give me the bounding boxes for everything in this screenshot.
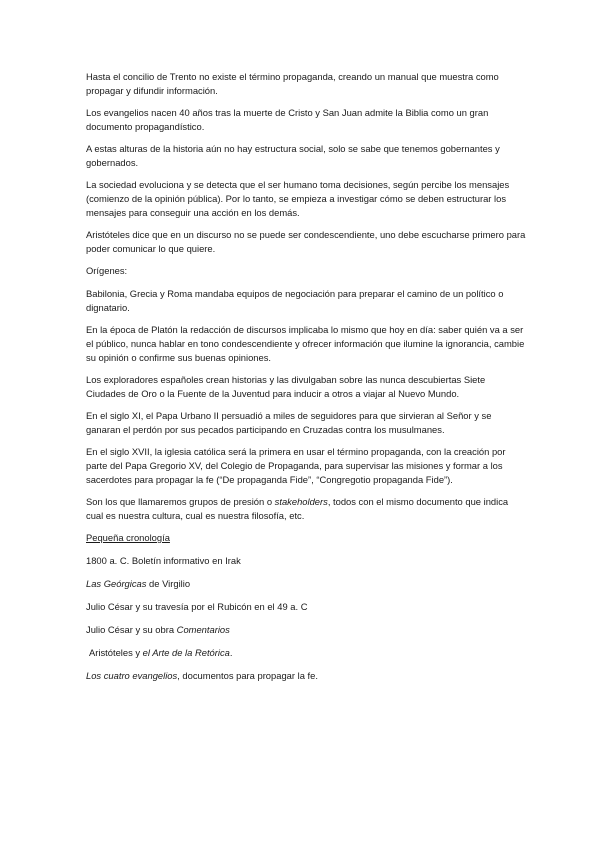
stakeholders-text-after: , todos con el mismo documento que indica cual es nuestra cultura, cual es nuestra filosofía, etc. bbox=[86, 496, 509, 521]
georgicas-title: Las Geórgicas bbox=[86, 578, 147, 589]
document-page bbox=[86, 70, 526, 692]
evangelios-title: Los cuatro evangelios bbox=[86, 670, 178, 681]
chronology-item-irak: 1800 a. C. Boletín informativo en Irak bbox=[86, 555, 241, 566]
retorica-end: . bbox=[229, 647, 233, 658]
paragraph-siglo-xi: En el siglo XI, el Papa Urbano II persuadió a miles de seguidores para que sirvieran al Señor y se ganaran el perdón por sus pecados participando en Cruzadas contra los musulmanes. bbox=[86, 410, 492, 435]
chronology-item-rubicon: Julio César y su travesía por el Rubicón en el 49 a. C bbox=[86, 601, 308, 612]
chronology-item-retorica bbox=[86, 646, 526, 660]
retorica-title: el Arte de la Retórica bbox=[142, 647, 230, 658]
paragraph-exploradores: Los exploradores españoles crean historias y las divulgaban sobre las nunca descubiertas Siete Ciudades de Oro o la Fuente de la Juventud para inducir a otros a viajar al Nuevo Mundo. bbox=[86, 374, 486, 399]
georgicas-rest: de Virgilio bbox=[146, 578, 191, 589]
comentarios-rest: Julio César y su obra bbox=[86, 624, 177, 635]
paragraph-platon: En la época de Platón la redacción de discursos implicaba lo mismo que hoy en día: saber quién va a ser el público, nunca hablar en tono condescendiente y ofrecer información que ilumine la ignorancia, cambie su opinión o confirme sus buenas opiniones. bbox=[86, 324, 525, 363]
paragraph-babilonia: Babilonia, Grecia y Roma mandaba equipos de negociación para preparar el camino de un político o dignatario. bbox=[86, 288, 504, 313]
chronology-item-comentarios bbox=[86, 623, 526, 637]
paragraph-trento: Hasta el concilio de Trento no existe el término propaganda, creando un manual que muestra como propagar y difundir información. bbox=[86, 71, 499, 96]
paragraph-origenes-heading: Orígenes: bbox=[86, 265, 128, 276]
paragraph-estructura-social: A estas alturas de la historia aún no hay estructura social, solo se sabe que tenemos gobernantes y gobernados. bbox=[86, 143, 500, 168]
chronology-item-evangelios bbox=[86, 669, 526, 683]
retorica-rest: Aristóteles y bbox=[89, 647, 143, 658]
paragraph-sociedad: La sociedad evoluciona y se detecta que el ser humano toma decisiones, según percibe los mensajes (comienzo de la opinión pública). Por lo tanto, se empieza a investigar cómo se deben estructurar los mensajes para conseguir una acción en los demás. bbox=[86, 179, 510, 218]
stakeholders-italic: stakeholders bbox=[274, 496, 328, 507]
evangelios-rest: , documentos para propagar la fe. bbox=[177, 670, 318, 681]
chronology-heading: Pequeña cronología bbox=[86, 532, 170, 543]
paragraph-stakeholders bbox=[86, 495, 526, 523]
chronology-item-georgicas bbox=[86, 577, 526, 591]
paragraph-evangelios: Los evangelios nacen 40 años tras la muerte de Cristo y San Juan admite la Biblia como un gran documento propagandístico. bbox=[86, 107, 489, 132]
paragraph-siglo-xvii: En el siglo XVII, la iglesia católica será la primera en usar el término propaganda, con la creación por parte del Papa Gregorio XV, del Colegio de Propaganda, para supervisar las misiones y formar a los sacerdotes para propagar la fe (“De propaganda Fide”, “Congregotio propaganda Fide”). bbox=[86, 446, 506, 485]
paragraph-aristoteles: Aristóteles dice que en un discurso no se puede ser condescendiente, uno debe escucharse primero para poder comunicar lo que quiere. bbox=[86, 229, 526, 254]
stakeholders-text-before: Son los que llamaremos grupos de presión o bbox=[86, 496, 275, 507]
comentarios-title: Comentarios bbox=[176, 624, 230, 635]
